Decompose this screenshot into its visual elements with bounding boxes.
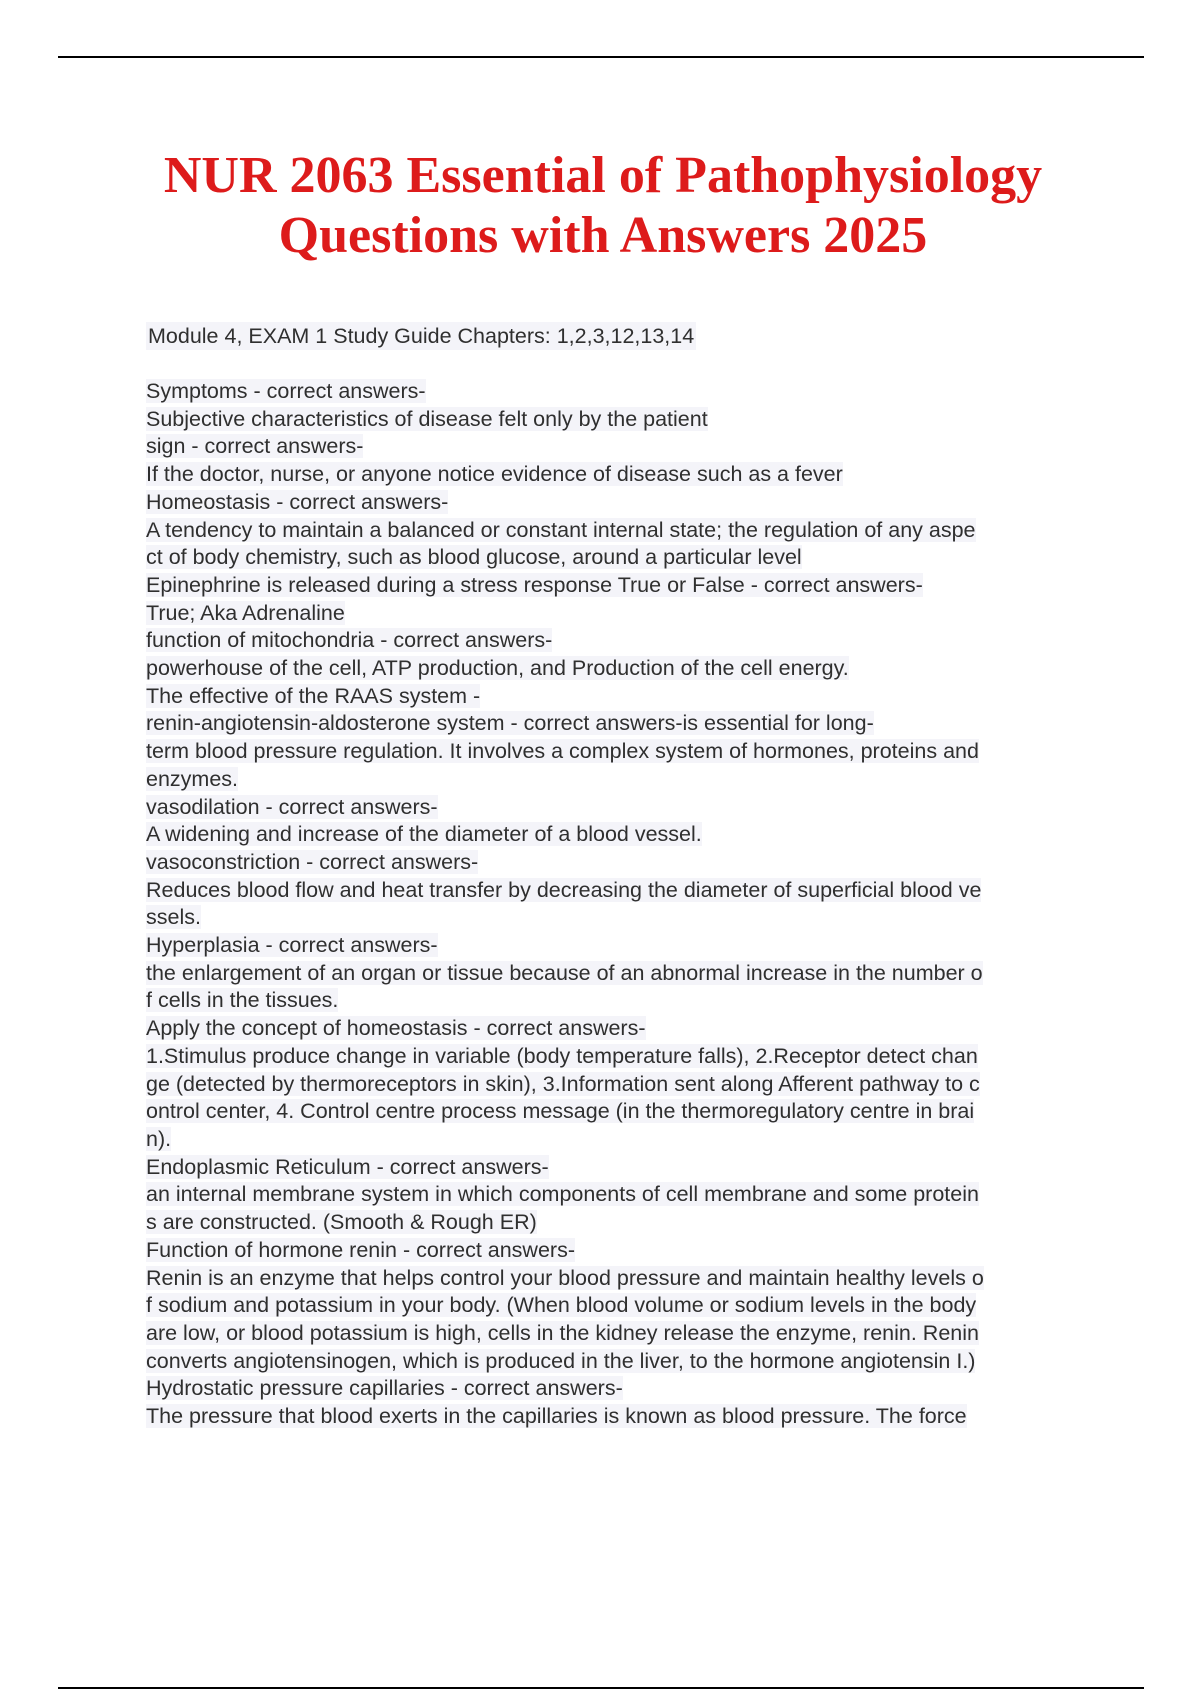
text-line bbox=[146, 1265, 1096, 1293]
text-line-content: vasodilation - correct answers- bbox=[146, 794, 438, 819]
text-line-content: s are constructed. (Smooth & Rough ER) bbox=[146, 1210, 537, 1235]
text-line-content: ge (detected by thermoreceptors in skin), 3.Information sent along Afferent pathway to c bbox=[146, 1071, 980, 1096]
text-line bbox=[146, 1015, 1096, 1043]
text-line bbox=[146, 683, 1096, 711]
text-line-content: Apply the concept of homeostasis - correct answers- bbox=[146, 1016, 646, 1041]
text-line bbox=[146, 461, 1096, 489]
text-line-content: term blood pressure regulation. It involves a complex system of hormones, proteins and bbox=[146, 739, 979, 764]
text-line bbox=[146, 1292, 1096, 1320]
text-line-content: an internal membrane system in which components of cell membrane and some protein bbox=[146, 1182, 979, 1207]
text-line bbox=[146, 1043, 1096, 1071]
text-line-content: n). bbox=[146, 1126, 172, 1151]
text-line bbox=[146, 794, 1096, 822]
text-line bbox=[146, 489, 1096, 517]
text-line bbox=[146, 1403, 1096, 1431]
text-line bbox=[146, 960, 1096, 988]
text-line bbox=[146, 1375, 1096, 1403]
text-line bbox=[146, 877, 1096, 905]
text-line-content: Endoplasmic Reticulum - correct answers- bbox=[146, 1154, 549, 1179]
text-line-content: Renin is an enzyme that helps control your blood pressure and maintain healthy levels o bbox=[146, 1265, 984, 1290]
text-line-content: The pressure that blood exerts in the capillaries is known as blood pressure. The force bbox=[146, 1404, 967, 1429]
text-line bbox=[146, 378, 1096, 406]
text-line-content: A tendency to maintain a balanced or constant internal state; the regulation of any aspe bbox=[146, 517, 976, 542]
text-line bbox=[146, 738, 1096, 766]
title-line-2: Questions with Answers 2025 bbox=[278, 207, 928, 264]
text-line-content: converts angiotensinogen, which is produced in the liver, to the hormone angiotensin I.) bbox=[146, 1348, 976, 1373]
title-line-1: NUR 2063 Essential of Pathophysiology bbox=[163, 147, 1043, 204]
text-line-content: are low, or blood potassium is high, cells in the kidney release the enzyme, renin. Renin bbox=[146, 1320, 979, 1345]
qa-list bbox=[146, 378, 1096, 1431]
text-line-content: enzymes. bbox=[146, 766, 239, 791]
text-line bbox=[146, 821, 1096, 849]
text-line bbox=[146, 655, 1096, 683]
text-line-content: ontrol center, 4. Control centre process message (in the thermoregulatory centre in brai bbox=[146, 1099, 975, 1124]
text-line bbox=[146, 1237, 1096, 1265]
text-line bbox=[146, 572, 1096, 600]
text-line-content: Subjective characteristics of disease felt only by the patient bbox=[146, 406, 708, 431]
text-line-content: Function of hormone renin - correct answers- bbox=[146, 1237, 575, 1262]
text-line bbox=[146, 433, 1096, 461]
text-line-content: Symptoms - correct answers- bbox=[146, 379, 426, 403]
text-line-content: the enlargement of an organ or tissue because of an abnormal increase in the number o bbox=[146, 960, 983, 985]
text-line-content: Homeostasis - correct answers- bbox=[146, 489, 449, 514]
text-line bbox=[146, 904, 1096, 932]
text-line-content: A widening and increase of the diameter of a blood vessel. bbox=[146, 822, 702, 847]
text-line-content: Reduces blood flow and heat transfer by decreasing the diameter of superficial blood ve bbox=[146, 877, 982, 902]
top-rule bbox=[58, 56, 1144, 58]
text-line-content: f cells in the tissues. bbox=[146, 988, 339, 1013]
text-line bbox=[146, 1154, 1096, 1182]
text-line-content: True; Aka Adrenaline bbox=[146, 600, 345, 625]
text-line bbox=[146, 766, 1096, 794]
text-line-content: vasoconstriction - correct answers- bbox=[146, 849, 479, 874]
text-line-content: ssels. bbox=[146, 905, 201, 930]
text-line bbox=[146, 710, 1096, 738]
text-line bbox=[146, 1209, 1096, 1237]
text-line bbox=[146, 600, 1096, 628]
text-line-content: If the doctor, nurse, or anyone notice evidence of disease such as a fever bbox=[146, 462, 843, 487]
text-line bbox=[146, 1181, 1096, 1209]
text-line bbox=[146, 1348, 1096, 1376]
text-line bbox=[146, 544, 1096, 572]
text-line bbox=[146, 627, 1096, 655]
text-line bbox=[146, 1071, 1096, 1099]
text-line-content: Hydrostatic pressure capillaries - correct answers- bbox=[146, 1376, 623, 1401]
bottom-rule bbox=[58, 1687, 1144, 1689]
text-line-content: renin-angiotensin-aldosterone system - correct answers-is essential for long- bbox=[146, 711, 874, 736]
text-line bbox=[146, 406, 1096, 434]
text-line bbox=[146, 1126, 1096, 1154]
text-line-content: function of mitochondria - correct answers- bbox=[146, 628, 553, 653]
text-line-content: f sodium and potassium in your body. (When blood volume or sodium levels in the body bbox=[146, 1293, 977, 1318]
text-line-content: 1.Stimulus produce change in variable (body temperature falls), 2.Receptor detect chan bbox=[146, 1043, 978, 1068]
text-line-content: Hyperplasia - correct answers- bbox=[146, 933, 438, 958]
document-title bbox=[80, 146, 1126, 266]
text-line bbox=[146, 1098, 1096, 1126]
text-line bbox=[146, 987, 1096, 1015]
text-line bbox=[146, 517, 1096, 545]
study-guide-subtitle: Module 4, EXAM 1 Study Guide Chapters: 1,2,3,12,13,14 bbox=[148, 324, 695, 348]
text-line-content: powerhouse of the cell, ATP production, and Production of the cell energy. bbox=[146, 656, 849, 681]
text-line bbox=[146, 932, 1096, 960]
text-line-content: ct of body chemistry, such as blood glucose, around a particular level bbox=[146, 545, 802, 570]
text-line-content: Epinephrine is released during a stress response True or False - correct answers- bbox=[146, 572, 923, 597]
text-line-content: The effective of the RAAS system - bbox=[146, 683, 481, 708]
text-line bbox=[146, 849, 1096, 877]
text-line-content: sign - correct answers- bbox=[146, 434, 364, 459]
document-body bbox=[146, 322, 1096, 1431]
text-line bbox=[146, 1320, 1096, 1348]
